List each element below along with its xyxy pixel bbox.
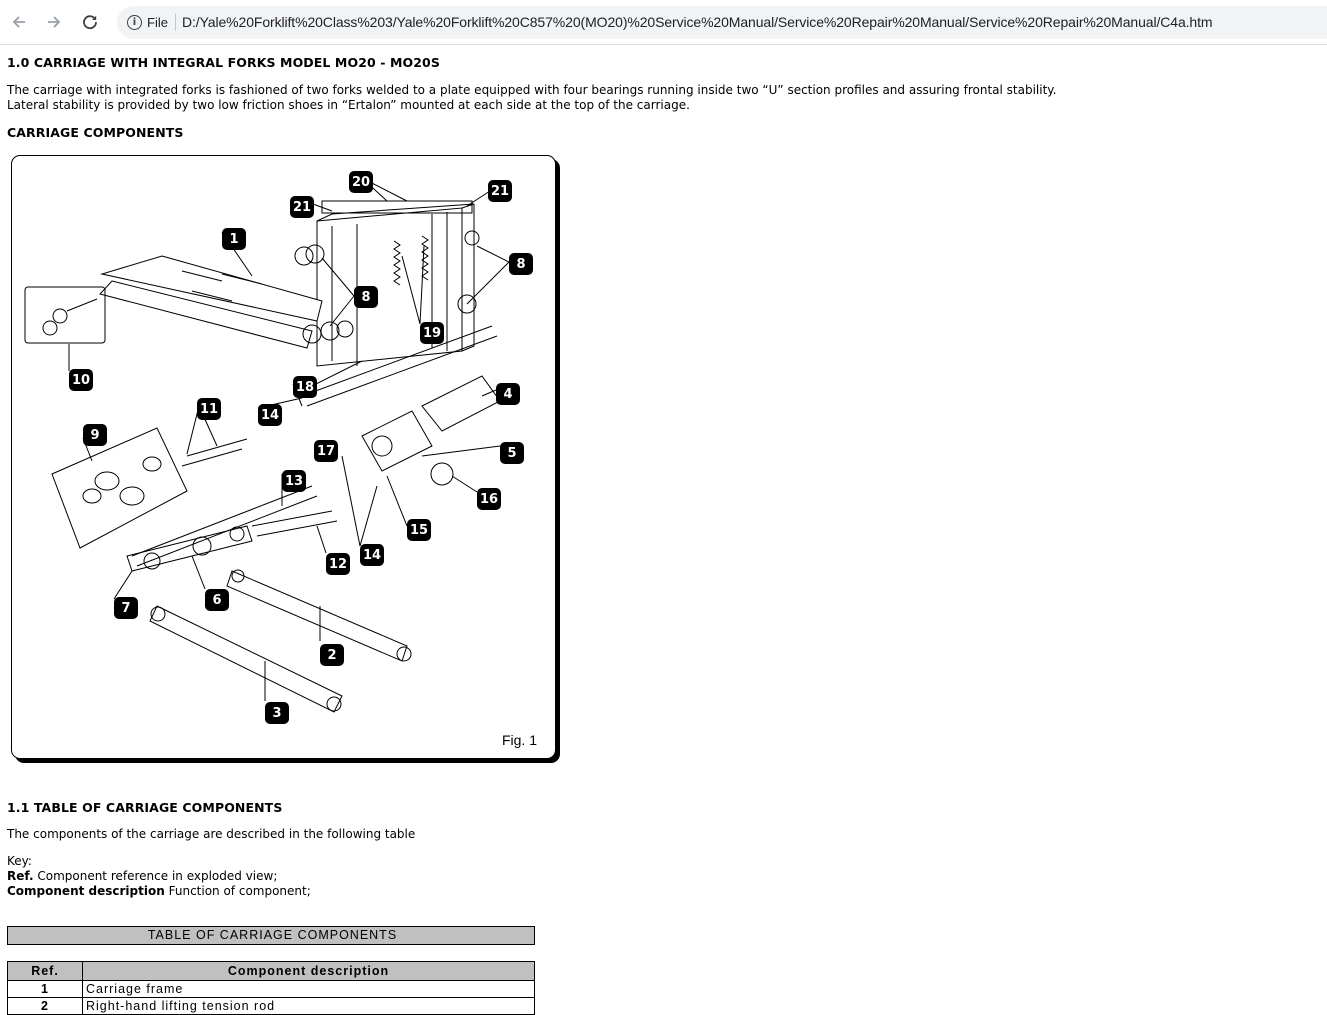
table-spacer [8, 945, 535, 962]
key-ref-term: Ref. [7, 869, 34, 883]
callout-18: 18 [293, 376, 317, 398]
figure-caption: Fig. 1 [501, 732, 537, 748]
carriage-exploded-drawing [12, 156, 557, 760]
callout-19: 19 [420, 322, 444, 344]
table-header-description: Component description [83, 962, 535, 981]
callout-14: 14 [360, 544, 384, 566]
table-row [8, 981, 535, 998]
callout-11: 11 [197, 398, 221, 420]
callout-13: 13 [282, 470, 306, 492]
table-cell-description: Right-hand lifting tension rod [83, 998, 535, 1015]
callout-6: 6 [205, 589, 229, 611]
key-desc-line [7, 884, 311, 899]
site-info-button[interactable] [124, 11, 176, 34]
callout-3: 3 [265, 702, 289, 724]
table-cell-description: Carriage frame [83, 981, 535, 998]
site-info-label: File [147, 15, 168, 30]
address-separator [175, 14, 176, 31]
callout-20: 20 [349, 171, 373, 193]
callout-21: 21 [488, 180, 512, 202]
forward-arrow-icon [45, 13, 63, 31]
key-desc-term: Component description [7, 884, 165, 898]
callout-10: 10 [69, 369, 93, 391]
callout-2: 2 [320, 644, 344, 666]
key-label: Key: [7, 854, 32, 868]
table-title: TABLE OF CARRIAGE COMPONENTS [8, 927, 535, 945]
key-ref-line [7, 869, 277, 884]
callout-5: 5 [500, 442, 524, 464]
table-section-heading: 1.1 TABLE OF CARRIAGE COMPONENTS [7, 800, 283, 815]
table-header-ref: Ref. [8, 962, 83, 981]
exploded-view-figure [11, 155, 556, 759]
callout-16: 16 [477, 488, 501, 510]
forward-button[interactable] [41, 9, 67, 35]
table-intro: The components of the carriage are described in the following table [7, 827, 416, 841]
callout-17: 17 [314, 440, 338, 462]
intro-line-2: Lateral stability is provided by two low friction shoes in “Ertalon” mounted at each side at the top of the carriage. [7, 98, 690, 112]
table-cell-ref: 2 [8, 998, 83, 1015]
table-cell-ref: 1 [8, 981, 83, 998]
callout-4: 4 [496, 383, 520, 405]
callout-21: 21 [290, 196, 314, 218]
callout-12: 12 [326, 553, 350, 575]
address-bar[interactable] [117, 6, 1327, 39]
key-desc-desc: Function of component; [168, 884, 311, 898]
callout-1: 1 [222, 228, 246, 250]
back-button[interactable] [6, 9, 32, 35]
info-icon: i [127, 15, 142, 30]
table-row [8, 998, 535, 1015]
browser-toolbar [0, 0, 1327, 45]
callout-15: 15 [407, 519, 431, 541]
callout-9: 9 [83, 424, 107, 446]
section-heading: 1.0 CARRIAGE WITH INTEGRAL FORKS MODEL MO20 - MO20S [7, 55, 440, 70]
components-table [7, 926, 535, 1015]
callout-14: 14 [258, 404, 282, 426]
components-heading: CARRIAGE COMPONENTS [7, 125, 184, 140]
callout-8: 8 [509, 253, 533, 275]
url-text[interactable]: D:/Yale%20Forklift%20Class%203/Yale%20Forklift%20C857%20(MO20)%20Service%20Manual/Service%20Repair%20Manual/Service%20Repair%20Manual/C4a.htm [182, 14, 1213, 30]
intro-line-1: The carriage with integrated forks is fashioned of two forks welded to a plate equipped with four bearings running inside two “U” section profiles and assuring frontal stability. [7, 83, 1057, 97]
key-ref-desc: Component reference in exploded view; [37, 869, 278, 883]
callout-8: 8 [354, 286, 378, 308]
callout-7: 7 [114, 597, 138, 619]
reload-button[interactable] [77, 9, 103, 35]
back-arrow-icon [10, 13, 28, 31]
reload-icon [81, 13, 99, 31]
